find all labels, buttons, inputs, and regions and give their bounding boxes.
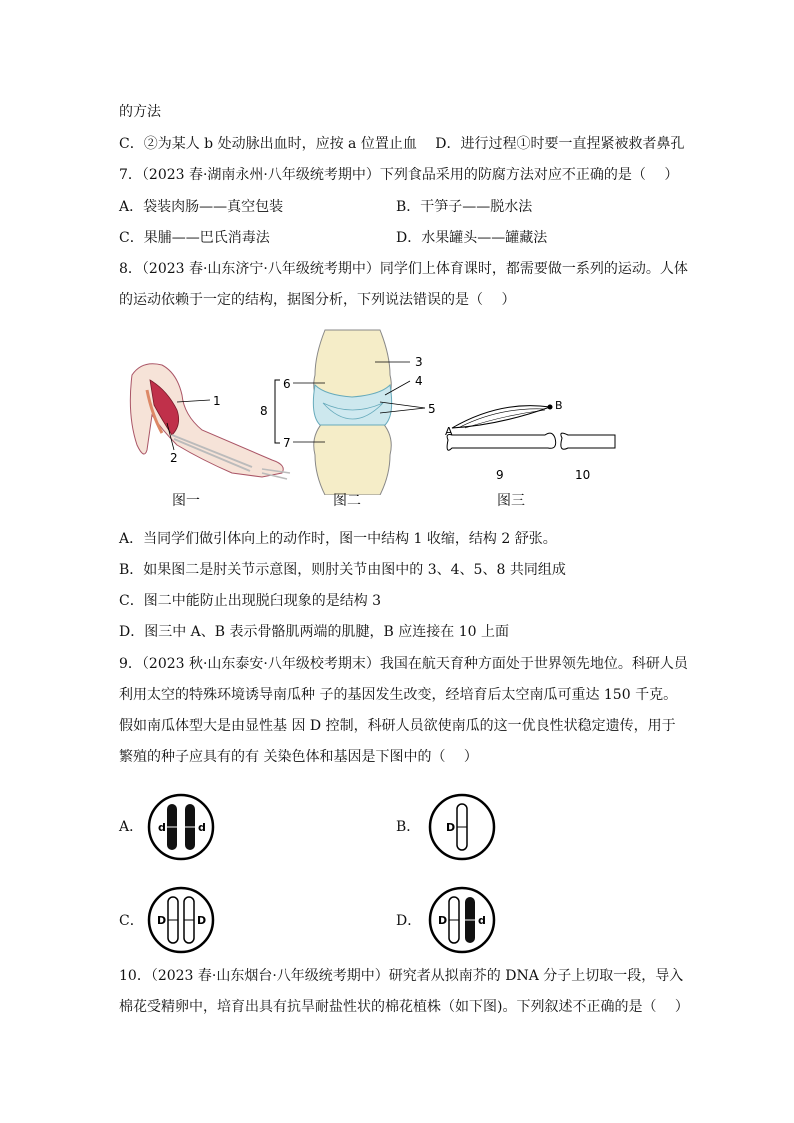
question-10-cont: 棉花受精卵中，培育出具有抗旱耐盐性状的棉花植株（如下图)。下列叙述不正确的是（ ） — [119, 999, 689, 1015]
q9-option-b-label: B． — [396, 819, 421, 835]
caption-fig1: 图一 — [172, 493, 200, 509]
label-7: 7 — [283, 436, 291, 450]
q8-option-b: B．如果图二是肘关节示意图，则肘关节由图中的 3、4、5、8 共同组成 — [119, 562, 566, 578]
question-9-cont: 利用太空的特殊环境诱导南瓜种 子的基因发生改变，经培育后太空南瓜可重达 150 千克。 — [119, 687, 678, 703]
label-5: 5 — [428, 402, 436, 416]
q8-option-a: A．当同学们做引体向上的动作时，图一中结构 1 收缩，结构 2 舒张。 — [119, 531, 557, 547]
gene-label: d — [478, 914, 486, 927]
gene-label: d — [158, 821, 166, 834]
text-line: C．②为某人 b 处动脉出血时，应按 a 位置止血 D．进行过程①时要一直捏紧被救者鼻孔 — [119, 136, 685, 152]
gene-label: d — [198, 821, 206, 834]
gene-label: D — [197, 914, 207, 927]
figure-joint — [255, 325, 445, 495]
q8-option-d: D．图三中 A、B 表示骨骼肌两端的肌腱，B 应连接在 10 上面 — [119, 624, 509, 640]
label-9: 9 — [496, 468, 504, 482]
q9-option-c-label: C． — [119, 913, 144, 929]
chromosome-option-a — [146, 792, 216, 862]
q9-option-d-label: D． — [396, 913, 422, 929]
q7-option-d: D．水果罐头——罐藏法 — [396, 230, 548, 246]
text-line: 的方法 — [119, 104, 161, 120]
q7-option-b: B．干笋子——脱水法 — [396, 199, 533, 215]
label-10: 10 — [575, 468, 591, 482]
question-8-cont: 的运动依赖于一定的结构，据图分析，下列说法错误的是（ ） — [119, 292, 516, 308]
label-8: 8 — [260, 404, 268, 418]
gene-label: D — [438, 914, 448, 927]
label-B: B — [555, 399, 563, 412]
question-9: 9．（2023 秋·山东泰安·八年级校考期末）我国在航天育种方面处于世界领先地位。科研人员 — [119, 656, 688, 672]
caption-fig2: 图二 — [333, 493, 361, 509]
label-3: 3 — [415, 355, 423, 369]
chromosome-option-d — [427, 885, 497, 955]
chromosome-option-c — [146, 885, 216, 955]
label-6: 6 — [283, 377, 291, 391]
question-7: 7．（2023 春·湖南永州·八年级统考期中）下列食品采用的防腐方法对应不正确的是（ ） — [119, 167, 679, 183]
q9-option-a-label: A． — [119, 819, 144, 835]
label-2: 2 — [170, 451, 178, 465]
label-1: 1 — [213, 394, 221, 408]
question-10: 10．（2023 春·山东烟台·八年级统考期中）研究者从拟南芥的 DNA 分子上切取一段，导入 — [119, 968, 684, 984]
q7-option-c: C．果脯——巴氏消毒法 — [119, 230, 270, 246]
question-9-cont: 繁殖的种子应具有的有 关染色体和基因是下图中的（ ） — [119, 749, 478, 765]
chromosome-option-b — [427, 792, 497, 862]
label-4: 4 — [415, 374, 423, 388]
question-8: 8．（2023 春·山东济宁·八年级统考期中）同学们上体育课时，都需要做一系列的运动。人体 — [119, 261, 688, 277]
q8-option-c: C．图二中能防止出现脱臼现象的是结构 3 — [119, 593, 382, 609]
label-A: A — [445, 425, 453, 438]
q7-option-a: A．袋装肉肠——真空包装 — [119, 199, 284, 215]
gene-label: D — [157, 914, 167, 927]
caption-fig3: 图三 — [497, 493, 525, 509]
question-9-cont: 假如南瓜体型大是由显性基 因 D 控制，科研人员欲使南瓜的这一优良性状稳定遗传，用于 — [119, 718, 676, 734]
gene-label: D — [446, 821, 456, 834]
figure-muscle-bones — [440, 395, 620, 485]
